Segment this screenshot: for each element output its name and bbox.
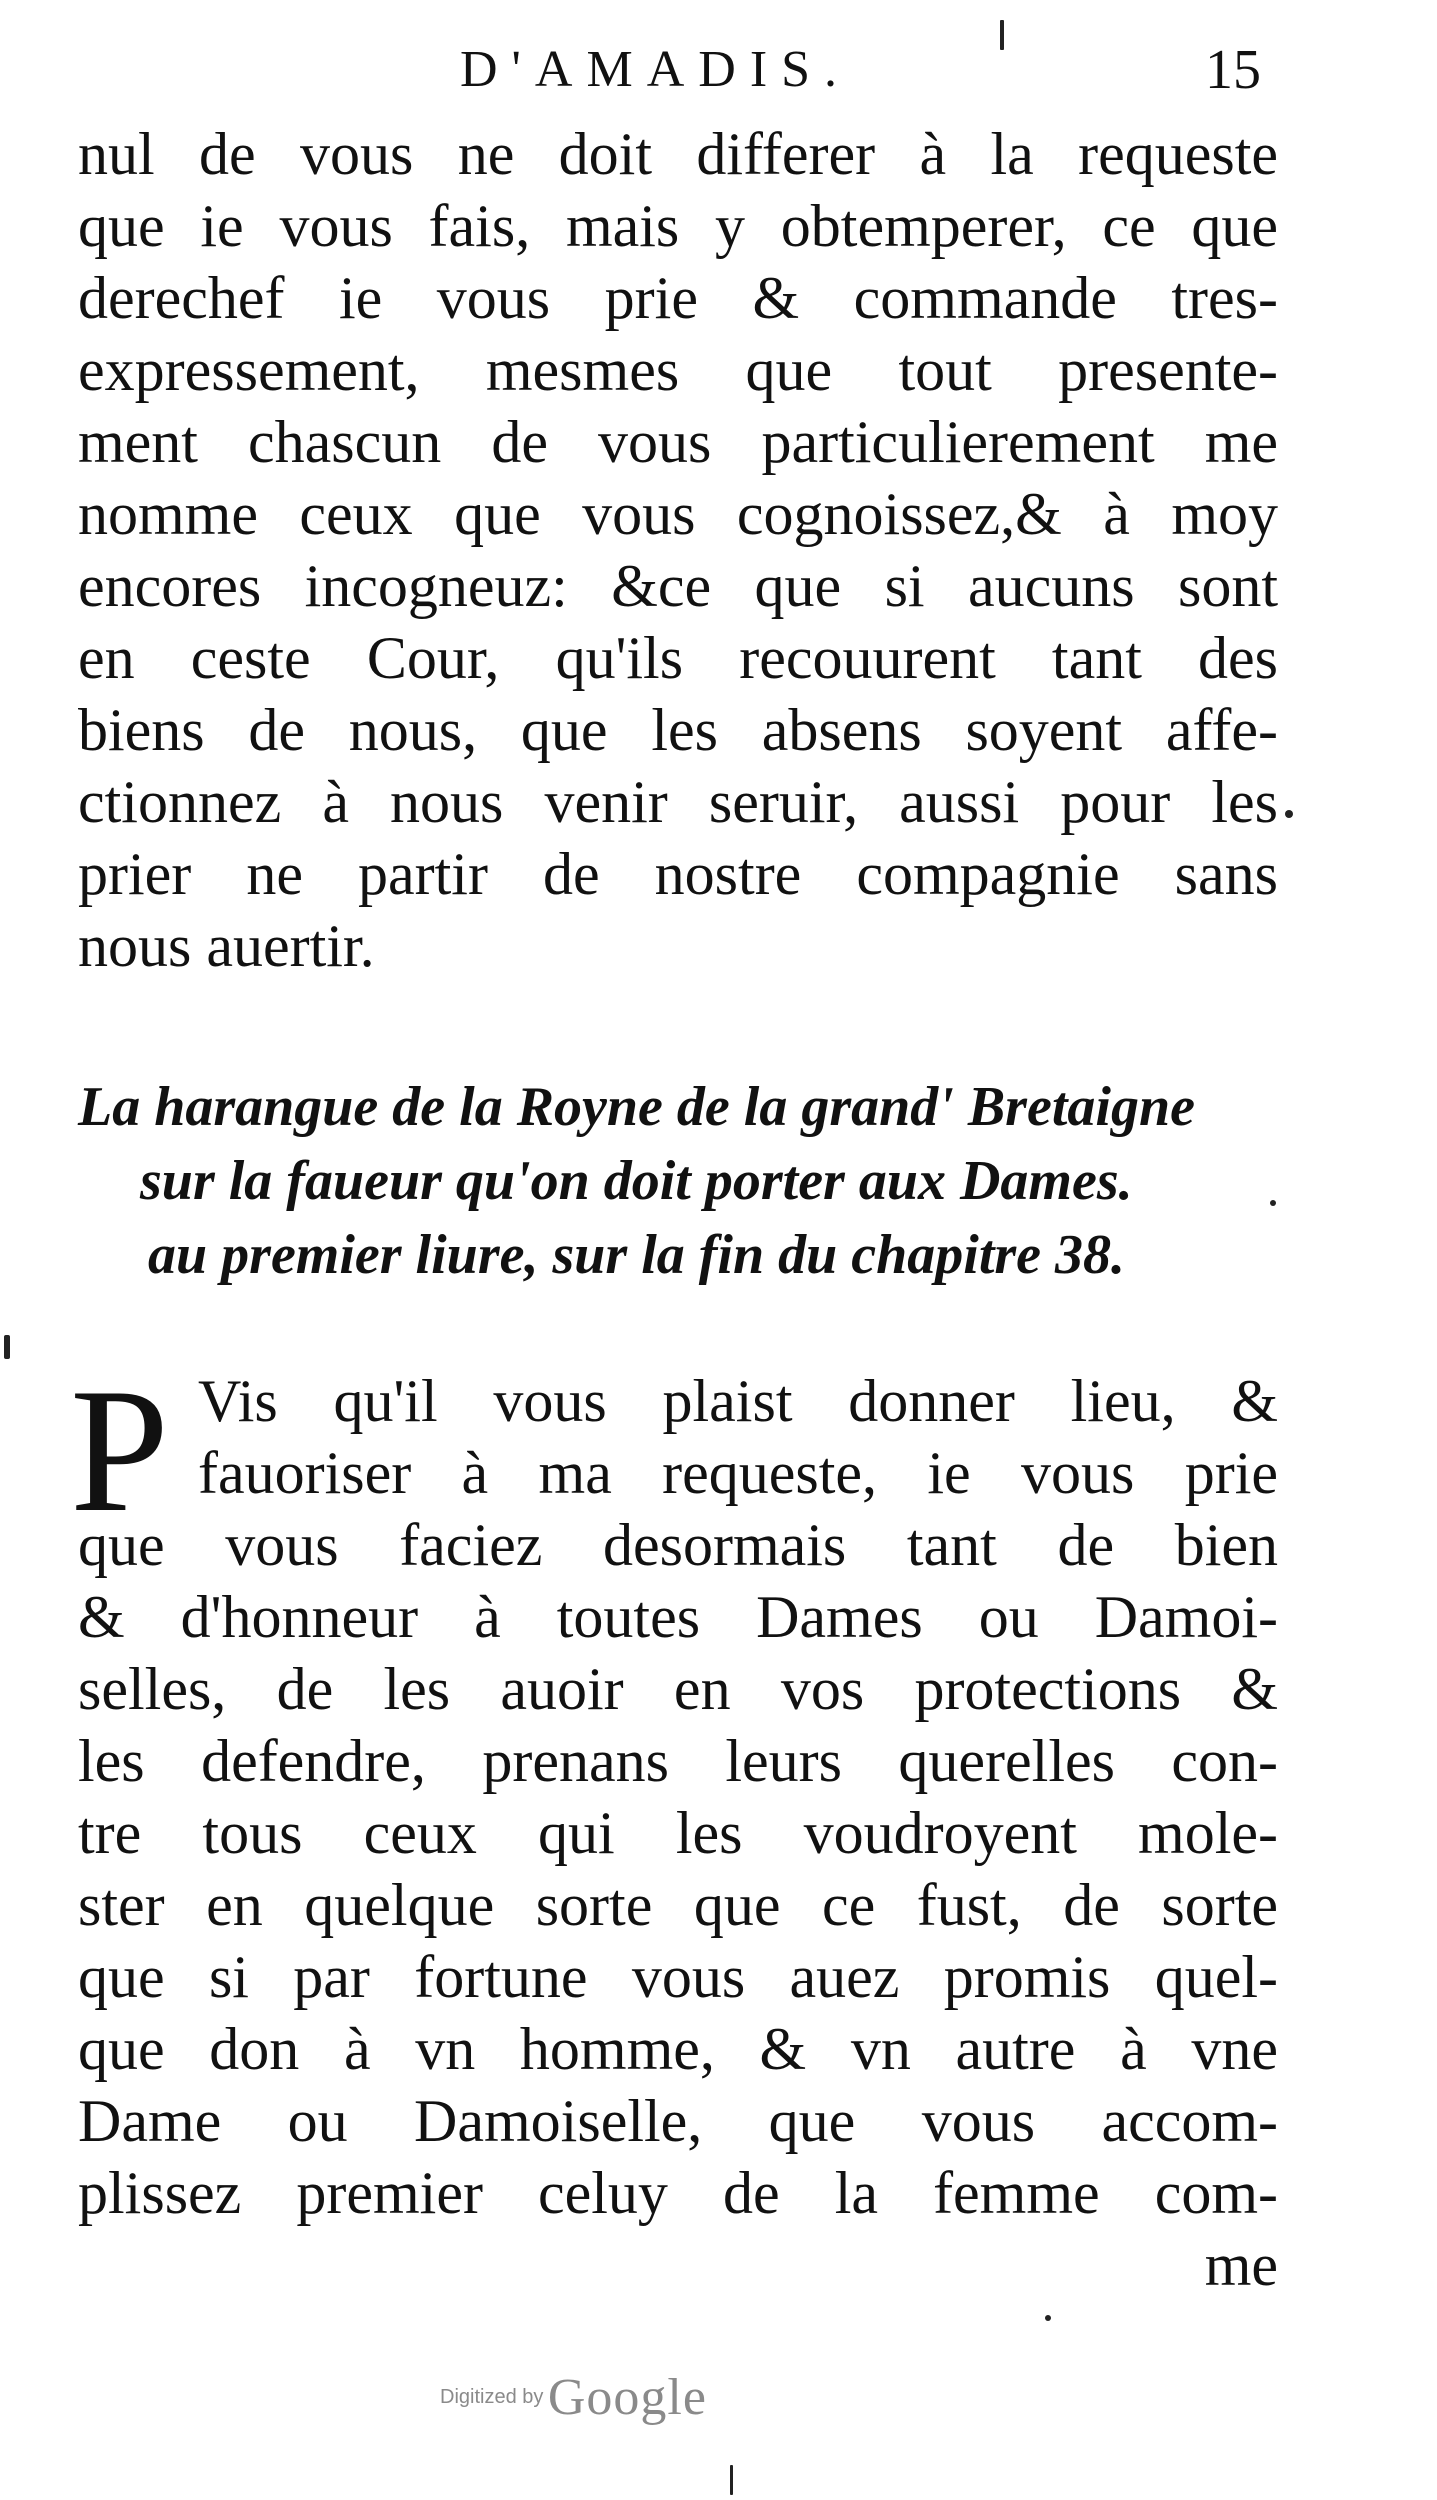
text-line: & d'honneur à toutes Dames ou Damoi- [78,1584,1278,1650]
drop-cap: P [70,1351,169,1549]
text-line: derechef ie vous prie & commande tres- [78,265,1278,331]
heading-line: sur la faueur qu'on doit porter aux Dames. [140,1150,1133,1212]
text-line: nous auertir. [78,913,375,979]
text-line: expressement, mesmes que tout presente- [78,337,1278,403]
text-line: que si par fortune vous auez promis quel- [78,1944,1278,2010]
text-line: nul de vous ne doit differer à la requeste [78,121,1278,187]
paragraph-1 [78,118,1278,982]
running-title: D'AMADIS. [460,41,852,98]
text-line: Dame ou Damoiselle, que vous accom- [78,2088,1278,2154]
google-logo: Google [547,2369,707,2426]
section-heading [78,1070,1278,1292]
scan-speck [1285,810,1293,818]
text-line: en ceste Cour, qu'ils recouurent tant des [78,625,1278,691]
text-line: biens de nous, que les absens soyent affe- [78,697,1278,763]
text-line: ctionnez à nous venir seruir, aussi pour les [78,769,1278,835]
text-line: plissez premier celuy de la femme com- [78,2160,1278,2226]
page-number: 15 [1205,39,1261,101]
text-line: que don à vn homme, & vn autre à vne [78,2016,1278,2082]
text-line: Vis qu'il vous plaist donner lieu, & [198,1368,1278,1434]
text-line: que ie vous fais, mais y obtemperer, ce que [78,193,1278,259]
scan-speck [4,1335,10,1359]
digitized-label: Digitized by [440,2386,544,2408]
scan-speck [1270,1200,1276,1206]
heading-line: La harangue de la Royne de la grand' Bretaigne [78,1076,1195,1138]
scan-speck [1045,2315,1051,2321]
text-line: selles, de les auoir en vos protections & [78,1656,1278,1722]
text-line: ment chascun de vous particulierement me [78,409,1278,475]
text-line: tre tous ceux qui les voudroyent mole- [78,1800,1278,1866]
text-line: nomme ceux que vous cognoissez,& à moy [78,481,1278,547]
text-line: ster en quelque sorte que ce fust, de sorte [78,1872,1278,1938]
heading-line: au premier liure, sur la fin du chapitre 38. [148,1224,1126,1286]
scan-speck [1000,20,1004,50]
catchword: me [1204,2232,1278,2298]
text-line: les defendre, prenans leurs querelles con- [78,1728,1278,1794]
paragraph-2 [78,1365,1278,2301]
text-line: encores incogneuz: &ce que si aucuns sont [78,553,1278,619]
text-line: que vous faciez desormais tant de bien [78,1512,1278,1578]
text-line: prier ne partir de nostre compagnie sans [78,841,1278,907]
scan-speck [730,2465,733,2495]
digitized-by-footer [440,2368,707,2427]
text-line: fauoriser à ma requeste, ie vous prie [198,1440,1278,1506]
